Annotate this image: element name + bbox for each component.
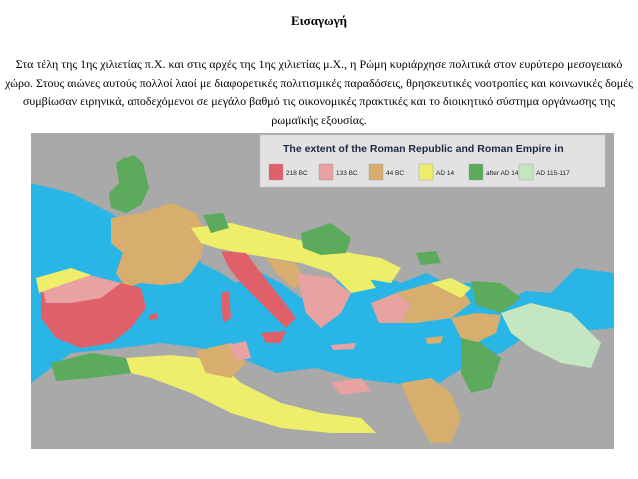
legend-swatch bbox=[369, 164, 383, 180]
legend-label: AD 14 bbox=[436, 170, 455, 177]
map-legend bbox=[260, 135, 605, 187]
legend-swatch bbox=[519, 164, 533, 180]
legend-swatch bbox=[419, 164, 433, 180]
legend-label: AD 115-117 bbox=[536, 170, 570, 177]
legend-swatch bbox=[469, 164, 483, 180]
legend-label: 44 BC bbox=[386, 170, 405, 177]
page-title: Εισαγωγή bbox=[290, 13, 348, 28]
legend-label: after AD 14 bbox=[486, 170, 519, 177]
legend-label: 133 BC bbox=[336, 170, 358, 177]
legend-swatch bbox=[269, 164, 283, 180]
roman-empire-map bbox=[31, 133, 614, 449]
intro-paragraph: Στα τέλη της 1ης χιλιετίας π.Χ. και στις αρχές της 1ης χιλιετίας μ.Χ., η Ρώμη κυριάρχησε πολιτικά στον ευρύτερο μεσογειακό χώρο. Στους αιώνες αυτούς πολλοί λαοί με διαφορετικές πολιτισμικές παραδόσεις, θρησκευτικές νοοτροπίες και κοινωνικές δομές συμβίωσαν ειρηνικά, αποδεχόμενοι σε μεγάλο βαθμό τις οικονομικές πρακτικές και το διοικητικό σύστημα οργάνωσης της ρωμαϊκής εξουσίας. bbox=[5, 57, 633, 127]
legend-swatch bbox=[319, 164, 333, 180]
legend-title: The extent of the Roman Republic and Roman Empire in bbox=[283, 143, 564, 155]
legend-label: 218 BC bbox=[286, 170, 308, 177]
